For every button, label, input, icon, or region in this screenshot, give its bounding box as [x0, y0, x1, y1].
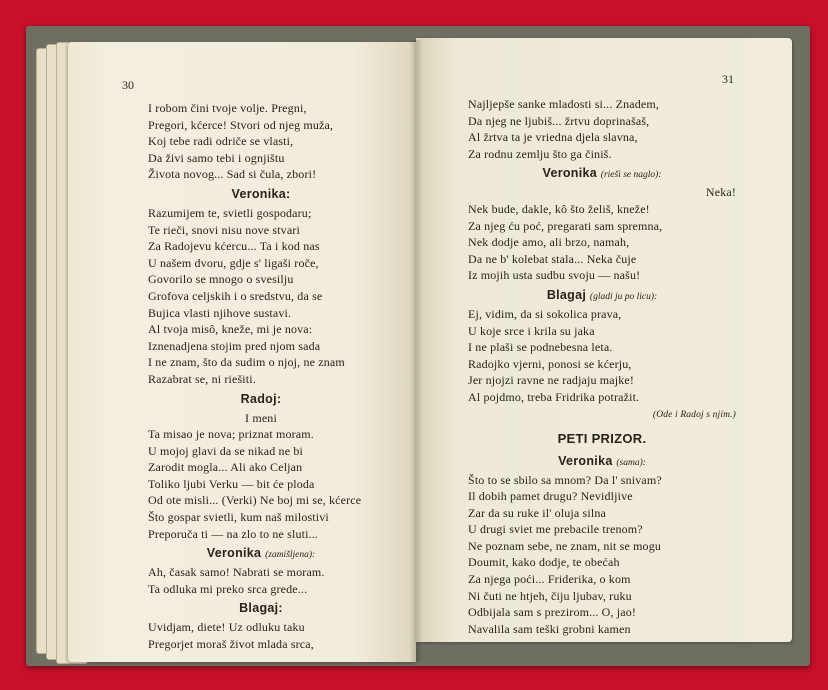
verse-line: Nek dodje amo, ali brzo, namah, — [468, 235, 630, 250]
verse-line: U koje srce i krila su jaka — [468, 323, 595, 338]
verse-line: Što gospar svietli, kum naš milostivi — [148, 510, 329, 525]
verse-line: Odbijala sam s prezirom... O, jao! — [468, 605, 637, 620]
verse-line: Doumit, kako dodje, te obećah — [468, 555, 620, 570]
right-page-text — [468, 96, 736, 637]
speaker-heading — [148, 183, 374, 205]
verse-line: Iznenadjena stojim pred njom sada — [148, 338, 321, 353]
scene-title: PETI PRIZOR. — [557, 430, 647, 446]
verse-line: Za njega poći... Friderika, o kom — [468, 572, 631, 587]
verse-line: Za Radojevu kćercu... Ta i kod nas — [148, 239, 320, 254]
verse-line: Ne poznam sebe, ne znam, nit se mogu — [468, 538, 662, 553]
speaker-name: Veronika — [542, 166, 598, 181]
verse-line: Te rieči, snovi nisu nove stvari — [148, 222, 300, 237]
verse-line: Da ne b' kolebat stala... Neka čuje — [468, 251, 637, 266]
verse-line: Koj tebe radi odriče se vlasti, — [148, 134, 294, 149]
verse-line: Nek bude, dakle, kô što želiš, kneže! — [468, 201, 650, 216]
stage-direction: (gladi ju po licu): — [589, 291, 658, 302]
speaker-heading — [468, 450, 736, 472]
verse-line: Il dobih pamet drugu? Nevidljive — [468, 489, 633, 504]
verse-line: Ni čuti ne htjeh, čiju ljubav, ruku — [468, 588, 632, 603]
verse-line: I robom čini tvoje volje. Pregni, — [148, 101, 307, 115]
verse-line: Pregori, kćerce! Stvori od njeg muža, — [148, 117, 334, 132]
book-gutter — [410, 40, 422, 662]
speaker-heading — [148, 597, 374, 619]
verse-line: Radojko vjerni, ponosi se kćerju, — [468, 356, 632, 371]
speaker-name: Veronika: — [231, 186, 291, 201]
verse-line: Al pojdmo, treba Fridrika potražit. — [468, 389, 640, 404]
verse-line: Govorilo se mnogo o svesilju — [148, 272, 294, 287]
verse-line: Ej, vidim, da si sokolica prava, — [468, 306, 622, 321]
verse-line: I ne znam, što da sudim o njoj, ne znam — [148, 355, 345, 370]
verse-line: Da njeg ne ljubiš... žrtvu doprinašaš, — [468, 113, 650, 128]
speaker-name: Veronika — [558, 453, 613, 468]
verse-line: Što to se sbilo sa mnom? Da l' snivam? — [468, 472, 662, 487]
verse-line: Ah, časak samo! Nabrati se moram. — [148, 565, 325, 580]
verse-line: Razabrat se, ni riešiti. — [148, 371, 256, 386]
verse-line: Neka! — [705, 185, 736, 200]
verse-line: Života novog... Sad si čula, zbori! — [148, 167, 317, 182]
verse-line: Ta misao je nova; priznat moram. — [148, 427, 314, 442]
verse-line: Zar da su ruke il' oluja silna — [468, 505, 606, 520]
stage-direction: (riešì se naglo): — [600, 170, 662, 181]
speaker-name: Veronika — [206, 546, 262, 561]
speaker-heading — [148, 388, 374, 410]
verse-line: Za njeg ću poć, pregarati sam spremna, — [468, 218, 663, 233]
speaker-name: Blagaj — [546, 287, 587, 302]
page-number-right: 31 — [722, 72, 734, 86]
verse-line: Najljepše sanke mladosti si... Znadem, — [468, 97, 659, 111]
verse-line: Za rodnu zemlju što ga činiš. — [468, 146, 612, 161]
speaker-heading — [148, 542, 374, 564]
stage-direction: (zamišljena): — [265, 550, 316, 561]
verse-line: U našem dvoru, gdje s' ligaši roče, — [148, 255, 319, 270]
verse-line: U drugi sviet me prebacile trenom? — [468, 522, 643, 537]
speaker-name: Blagaj: — [239, 601, 283, 616]
verse-line: Al tvoja misô, kneže, mi je nova: — [148, 322, 313, 337]
left-page-text — [148, 100, 374, 653]
verse-line: Zarodit mogla... Ali ako Celjan — [148, 460, 303, 475]
verse-line: Pregorjet moraš život mlada srca, — [148, 637, 314, 652]
verse-line: Iz mojih usta sudbu svoju — našu! — [468, 268, 641, 283]
verse-line: Preporuča ti — na zlo to ne sluti... — [148, 526, 319, 541]
stage-direction: (sama): — [616, 457, 646, 468]
speaker-heading — [468, 284, 736, 306]
verse-line: U mojoj glavi da se nikad ne bi — [148, 443, 303, 458]
speaker-name: Radoj: — [240, 391, 282, 406]
verse-line: Uvidjam, diete! Uz odluku taku — [148, 620, 305, 635]
speaker-heading — [468, 162, 736, 184]
page-number-left: 30 — [122, 78, 134, 92]
verse-line: Al žrtva ta je vriedna djela slavna, — [468, 130, 638, 145]
verse-line: Navalila sam teški grobni kamen — [468, 621, 631, 636]
verse-line: Grofova celjskih i o sredstvu, da se — [148, 288, 323, 303]
verse-line: I ne plaši se podnebesna leta. — [468, 340, 613, 355]
verse-line: I meni — [245, 410, 277, 425]
verse-line: Da živi samo tebi i ognjištu — [148, 150, 285, 165]
verse-line: Razumijem te, svietli gospodaru; — [148, 205, 312, 220]
verse-line: Toliko ljubi Verku — bit će ploda — [148, 476, 315, 491]
verse-line: Bujica vlasti njihove sustavi. — [148, 305, 292, 320]
verse-line: Od ote misli... (Verki) Ne boj mi se, kćerce — [148, 493, 362, 508]
verse-line: Jer njojzi ravne ne radjaju majke! — [468, 373, 635, 388]
verse-line: Ta odluka mi preko srca grede... — [148, 581, 308, 596]
stage-direction: (Ode i Radoj s njim.) — [652, 409, 736, 420]
